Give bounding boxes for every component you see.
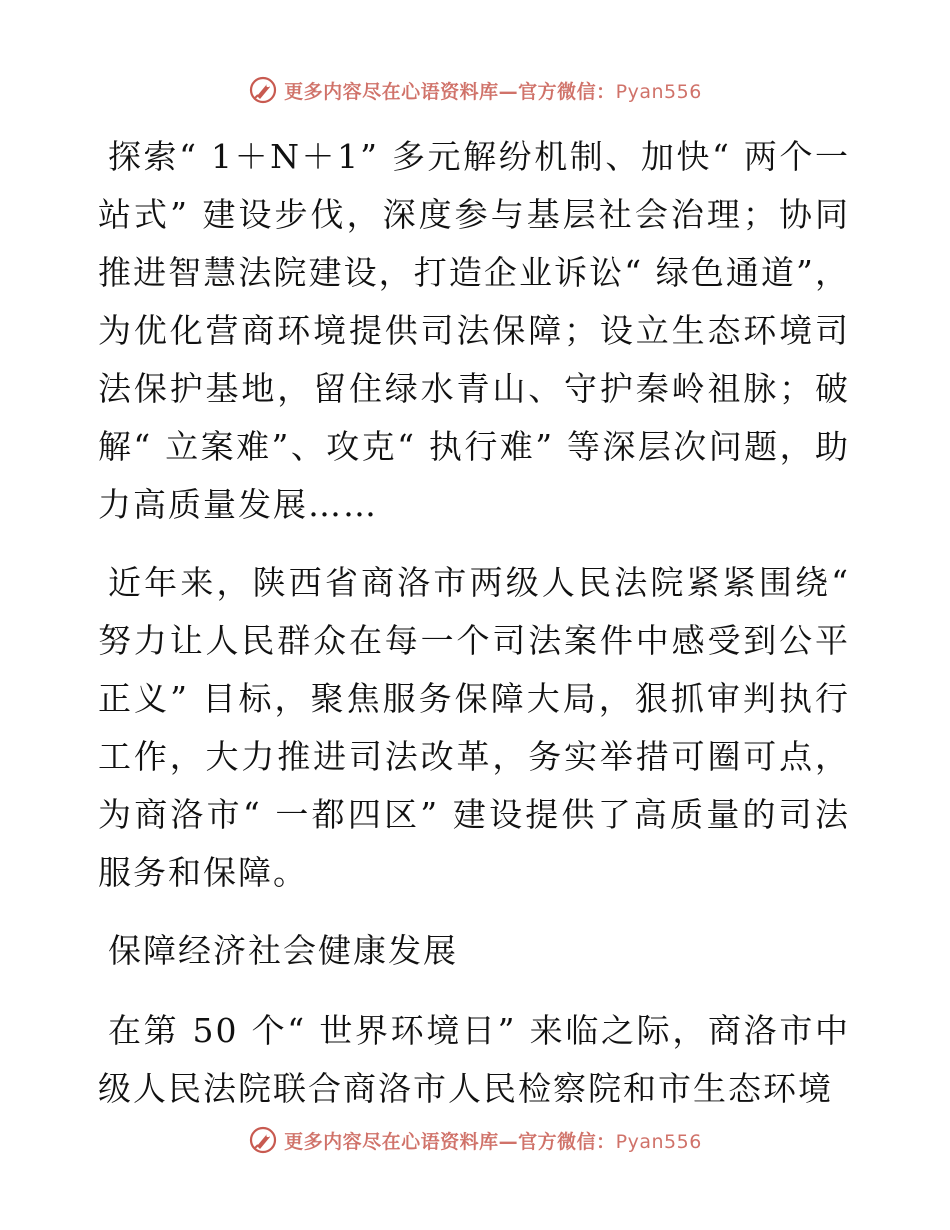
article-paragraph-2: 近年来，陕西省商洛市两级人民法院紧紧围绕“ 努力让人民群众在每一个司法案件中感受到公平正义” 目标，聚焦服务保障大局，狠抓审判执行工作，大力推进司法改革，务实举措可圈可点，为商洛市“ 一都四区” 建设提供了高质量的司法服务和保障。 [98, 563, 850, 892]
pen-nib-logo-icon [248, 75, 278, 105]
watermark-text: 更多内容尽在心语资料库—官方微信：Pyan556 [284, 1130, 702, 1153]
watermark-text: 更多内容尽在心语资料库—官方微信：Pyan556 [284, 80, 702, 103]
section-heading: 保障经济社会健康发展 [108, 931, 458, 970]
watermark-wechat-id: Pyan556 [615, 80, 702, 103]
section-paragraph: 在第 50 个“ 世界环境日” 来临之际，商洛市中级人民法院联合商洛市人民检察院和市生态环境 [98, 1011, 850, 1108]
article-paragraph-1: 探索“ 1＋N＋1” 多元解纷机制、加快“ 两个一站式” 建设步伐，深度参与基层社会治理；协同推进智慧法院建设，打造企业诉讼“ 绿色通道”，为优化营商环境提供司法保障；设立生态环境司法保护基地，留住绿水青山、守护秦岭祖脉；破解“ 立案难”、攻克“ 执行难” 等深层次问题，助力高质量发展…… [98, 137, 850, 524]
header-watermark [0, 70, 950, 110]
article-body [98, 128, 850, 1138]
pen-nib-logo-icon [248, 1125, 278, 1155]
watermark-wechat-id: Pyan556 [615, 1130, 702, 1153]
footer-watermark [0, 1120, 950, 1160]
